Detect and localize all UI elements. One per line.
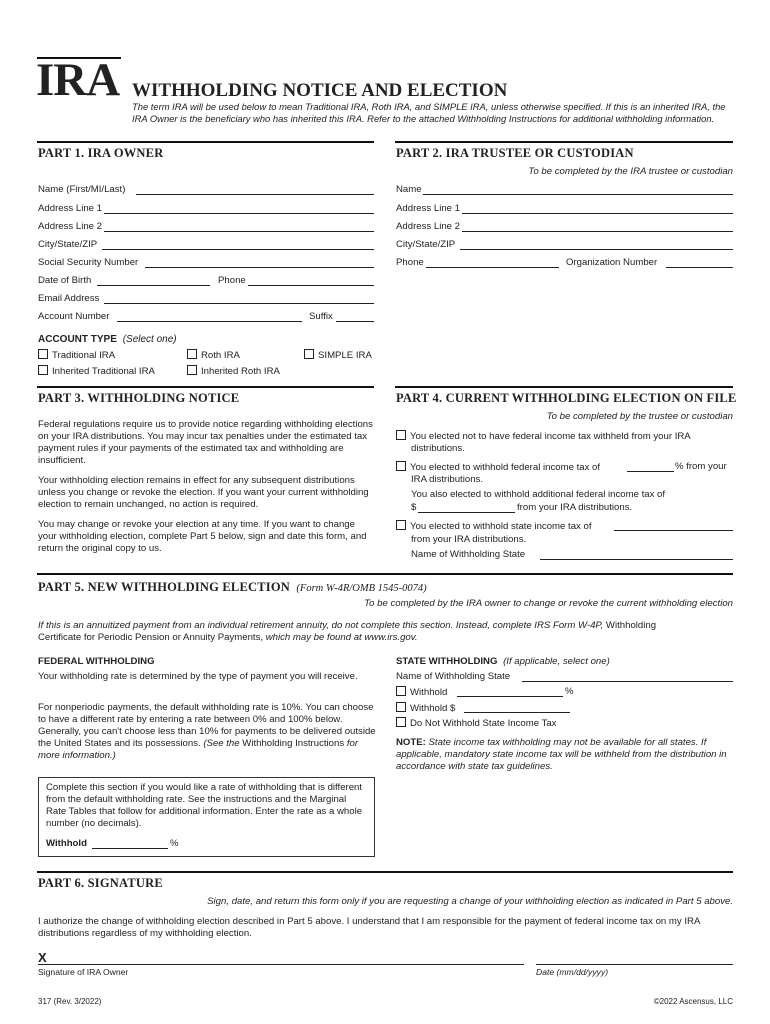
owner-account-field[interactable] (117, 321, 302, 322)
checkbox-icon[interactable] (304, 349, 314, 359)
custodian-city-field[interactable] (460, 249, 733, 250)
current-federal-option[interactable]: You elected to withhold federal income tax of (396, 461, 600, 474)
part5-heading: PART 5. NEW WITHHOLDING ELECTION (38, 580, 290, 594)
date-label: Date (mm/dd/yyyy) (536, 967, 609, 977)
owner-ssn-field[interactable] (145, 267, 374, 268)
current-additional-amount-field[interactable] (418, 512, 515, 513)
part6-rule (37, 871, 733, 873)
checkbox-icon[interactable] (396, 461, 406, 471)
authorization-text: I authorize the change of withholding election described in Part 5 above. I understand that I am responsible for the payment of federal income tax on my IRA distributions regardless of my withholding election. (38, 916, 700, 939)
owner-name-label: Name (First/MI/Last) (38, 184, 126, 195)
part2-note: To be completed by the IRA trustee or custodian (528, 166, 733, 177)
checkbox-icon[interactable] (396, 686, 406, 696)
part2-rule (395, 141, 733, 143)
custodian-address2-label: Address Line 2 (396, 221, 460, 232)
checkbox-icon[interactable] (187, 349, 197, 359)
current-federal-cont: IRA distributions. (411, 474, 483, 485)
owner-city-field[interactable] (102, 249, 374, 250)
intro-text: The term IRA will be used below to mean Traditional IRA, Roth IRA, and SIMPLE IRA, unless otherwise specified. If this is an inherited IRA, the IRA Owner is the beneficiary who has inherited this IRA. Refer to the attached Withholding Instructions for additional withholding information. (132, 101, 726, 124)
date-field[interactable] (536, 964, 733, 965)
part5-note: To be completed by the IRA owner to change or revoke the current withholding election (364, 598, 733, 609)
part5-rule (37, 573, 733, 575)
custodian-name-label: Name (396, 184, 422, 195)
account-type-hint: (Select one) (122, 334, 177, 345)
owner-dob-field[interactable] (97, 285, 210, 286)
owner-email-field[interactable] (104, 303, 374, 304)
checkbox-icon[interactable] (38, 365, 48, 375)
custodian-phone-label: Phone (396, 257, 424, 268)
custodian-org-label: Organization Number (566, 257, 658, 268)
form-number: 317 (Rev. 3/2022) (38, 997, 102, 1006)
signature-label: Signature of IRA Owner (38, 967, 129, 977)
account-type-label: ACCOUNT TYPE (38, 334, 117, 345)
part3-heading: PART 3. WITHHOLDING NOTICE (38, 391, 240, 405)
account-type-heading (38, 334, 177, 346)
current-federal-pct-suffix: % from your (675, 461, 727, 472)
current-state-amount-field[interactable] (614, 530, 733, 531)
custodian-address1-label: Address Line 1 (396, 203, 460, 214)
federal-rate-pct: % (170, 838, 179, 849)
owner-account-label: Account Number (38, 311, 110, 322)
part3-para2: Your withholding election remains in effect for any subsequent distributions unless you change or revoke the election. If you want your current withholding election to remain unchanged, no action is required. (38, 475, 369, 510)
checkbox-icon[interactable] (396, 717, 406, 727)
part3-rule (37, 386, 374, 388)
state-withhold-dollar-option[interactable]: Withhold $ (396, 702, 455, 715)
state-withhold-pct-option[interactable]: Withhold (396, 686, 447, 699)
current-federal-pct-field[interactable] (627, 471, 674, 472)
state-name-label: Name of Withholding State (396, 671, 511, 682)
state-withhold-pct-suffix: % (565, 686, 574, 697)
ira-logo: IRA (36, 54, 120, 106)
state-no-withhold-option[interactable]: Do Not Withhold State Income Tax (396, 717, 556, 730)
owner-address1-field[interactable] (104, 213, 374, 214)
current-state-cont: from your IRA distributions. (411, 534, 527, 545)
checkbox-icon[interactable] (38, 349, 48, 359)
custodian-address1-field[interactable] (462, 213, 733, 214)
signature-x-mark: X (38, 950, 47, 965)
part2-heading: PART 2. IRA TRUSTEE OR CUSTODIAN (396, 146, 634, 160)
federal-rate-field[interactable] (92, 848, 168, 849)
current-state-option[interactable]: You elected to withhold state income tax of (396, 520, 592, 533)
page-title: WITHHOLDING NOTICE AND ELECTION (132, 80, 508, 101)
current-additional-federal: You also elected to withhold additional federal income tax of (411, 489, 666, 500)
federal-rate-box-text: Complete this section if you would like a rate of withholding that is different from the default withholding rate. See the instructions and the Marginal Rate Tables that follow for additional information. Enter the rate as a whole number (no decimals). (46, 782, 363, 829)
owner-name-field[interactable] (136, 194, 374, 195)
state-name-field[interactable] (522, 681, 733, 682)
checkbox-icon[interactable] (396, 430, 406, 440)
owner-suffix-label: Suffix (309, 311, 333, 322)
part5-heading-row (38, 578, 427, 596)
current-no-withholding-cont: distributions. (411, 443, 465, 454)
state-heading-label: STATE WITHHOLDING (396, 656, 498, 667)
checkbox-roth-ira[interactable]: Roth IRA (187, 349, 240, 362)
checkbox-inherited-traditional-ira[interactable]: Inherited Traditional IRA (38, 365, 155, 378)
checkbox-icon[interactable] (396, 520, 406, 530)
current-additional-cont: from your IRA distributions. (517, 502, 633, 513)
owner-address1-label: Address Line 1 (38, 203, 102, 214)
state-withhold-dollar-field[interactable] (464, 712, 570, 713)
part3-para1: Federal regulations require us to provide notice regarding withholding elections on your IRA distributions. You may incur tax penalties under the estimated tax payment rules if your payments of the estimated tax and withholding are insufficient. (38, 419, 373, 466)
part4-rule (395, 386, 733, 388)
part1-rule (37, 141, 374, 143)
state-withholding-heading (396, 656, 610, 668)
custodian-address2-field[interactable] (462, 231, 733, 232)
part1-heading: PART 1. IRA OWNER (38, 146, 164, 160)
custodian-org-field[interactable] (666, 267, 733, 268)
current-state-name-field[interactable] (540, 559, 733, 560)
checkbox-traditional-ira[interactable]: Traditional IRA (38, 349, 115, 362)
state-note: NOTE: State income tax withholding may not be available for all states. If applicable, mandatory state income tax will be withheld from the distribution in accordance with state tax guidelines. (396, 737, 727, 772)
custodian-city-label: City/State/ZIP (396, 239, 456, 250)
current-state-name-label: Name of Withholding State (411, 549, 526, 560)
federal-para2: For nonperiodic payments, the default withholding rate is 10%. You can choose to have a different rate by entering a rate between 0% and 100% below. Generally, you can't choose less than 10% for payments to be delivered outside the United States and its possessions. (See the Withholding Instructions for more information.) (38, 702, 376, 761)
checkbox-inherited-roth-ira[interactable]: Inherited Roth IRA (187, 365, 280, 378)
annuity-notice: If this is an annuitized payment from an individual retirement annuity, do not complete this section. Instead, complete IRS Form W-4P, Withholding Certificate for Periodic Pension or Annuity Payments, which may be found at www.irs.gov. (38, 620, 657, 643)
owner-dob-label: Date of Birth (38, 275, 92, 286)
custodian-name-field[interactable] (423, 194, 733, 195)
state-withhold-pct-field[interactable] (457, 696, 563, 697)
owner-suffix-field[interactable] (336, 321, 374, 322)
federal-withholding-heading: FEDERAL WITHHOLDING (38, 656, 155, 667)
checkbox-icon[interactable] (187, 365, 197, 375)
current-no-withholding-option[interactable]: You elected not to have federal income tax withheld from your IRA (396, 430, 691, 443)
custodian-phone-field[interactable] (426, 267, 559, 268)
signature-field[interactable] (38, 964, 524, 965)
owner-email-label: Email Address (38, 293, 100, 304)
owner-city-label: City/State/ZIP (38, 239, 98, 250)
part6-heading: PART 6. SIGNATURE (38, 876, 163, 890)
state-heading-hint: (If applicable, select one) (503, 656, 610, 667)
part4-heading: PART 4. CURRENT WITHHOLDING ELECTION ON FILE (396, 391, 737, 405)
federal-rate-withhold-label: Withhold (46, 838, 87, 849)
checkbox-icon[interactable] (396, 702, 406, 712)
part6-instruction: Sign, date, and return this form only if you are requesting a change of your withholding election as indicated in Part 5 above. (207, 896, 733, 907)
current-additional-dollar-sign: $ (411, 502, 417, 513)
copyright: ©2022 Ascensus, LLC (653, 997, 733, 1006)
part3-para3: You may change or revoke your election at any time. If you want to change your withholding election, complete Part 5 below, sign and date this form, and return the original copy to us. (38, 519, 367, 554)
owner-phone-field[interactable] (248, 285, 374, 286)
part5-form-ref: (Form W-4R/OMB 1545-0074) (296, 583, 427, 594)
owner-ssn-label: Social Security Number (38, 257, 139, 268)
owner-phone-label: Phone (218, 275, 246, 286)
owner-address2-field[interactable] (104, 231, 374, 232)
federal-para1: Your withholding rate is determined by the type of payment you will receive. (38, 671, 358, 682)
owner-address2-label: Address Line 2 (38, 221, 102, 232)
checkbox-simple-ira[interactable]: SIMPLE IRA (304, 349, 372, 362)
part4-note: To be completed by the trustee or custodian (546, 411, 733, 422)
